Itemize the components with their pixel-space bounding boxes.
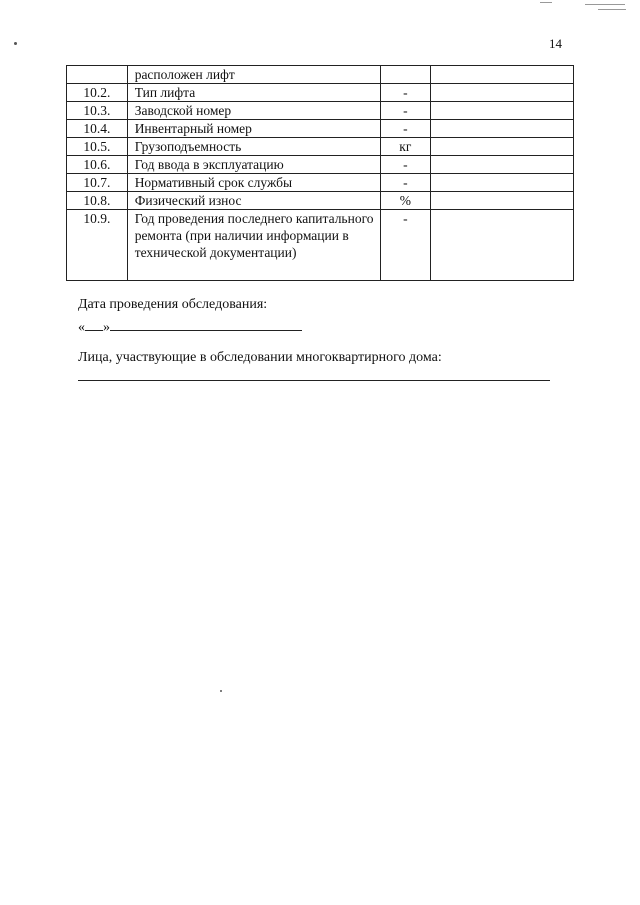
row-unit [381, 66, 431, 84]
table-row [67, 138, 574, 156]
row-value [430, 102, 573, 120]
row-unit: - [381, 84, 431, 102]
row-number: 10.6. [67, 156, 128, 174]
row-unit: - [381, 120, 431, 138]
row-number: 10.7. [67, 174, 128, 192]
row-unit: % [381, 192, 431, 210]
survey-date-label: Дата проведения обследования: [78, 297, 268, 312]
row-value [430, 156, 573, 174]
row-parameter: Тип лифта [127, 84, 380, 102]
date-close-quote: » [103, 320, 110, 335]
page-number: 14 [549, 36, 562, 51]
table-row [67, 66, 574, 84]
row-parameter: расположен лифт [127, 66, 380, 84]
table-row [67, 120, 574, 138]
row-number [67, 66, 128, 84]
scan-mark [540, 2, 552, 3]
row-value [430, 138, 573, 156]
scan-mark [585, 4, 625, 5]
row-parameter: Год проведения последнего капитального ремонта (при наличии информации в технической документации) [127, 210, 380, 281]
row-parameter: Год ввода в эксплуатацию [127, 156, 380, 174]
row-number: 10.2. [67, 84, 128, 102]
table-row [67, 192, 574, 210]
row-value [430, 192, 573, 210]
row-value [430, 120, 573, 138]
survey-date-field [78, 318, 302, 336]
table-body [67, 66, 574, 281]
row-unit: - [381, 210, 431, 281]
date-open-quote: « [78, 320, 85, 335]
table-row [67, 102, 574, 120]
row-number: 10.3. [67, 102, 128, 120]
table-row [67, 174, 574, 192]
date-day-blank [85, 318, 103, 331]
participants-blank-line [78, 380, 550, 381]
table-row [67, 210, 574, 281]
row-parameter: Нормативный срок службы [127, 174, 380, 192]
row-unit: - [381, 102, 431, 120]
row-parameter: Грузоподъемность [127, 138, 380, 156]
row-parameter: Физический износ [127, 192, 380, 210]
scan-mark [598, 9, 626, 10]
participants-label: Лица, участвующие в обследовании многоквартирного дома: [78, 350, 442, 365]
row-unit: кг [381, 138, 431, 156]
row-value [430, 66, 573, 84]
row-number: 10.9. [67, 210, 128, 281]
row-value [430, 84, 573, 102]
table-row [67, 156, 574, 174]
elevator-info-table [66, 65, 574, 281]
row-unit: - [381, 174, 431, 192]
date-month-year-blank [110, 318, 302, 331]
scan-speck [14, 42, 17, 45]
row-number: 10.8. [67, 192, 128, 210]
row-number: 10.4. [67, 120, 128, 138]
row-unit: - [381, 156, 431, 174]
row-value [430, 210, 573, 281]
table-row [67, 84, 574, 102]
row-parameter: Заводской номер [127, 102, 380, 120]
row-value [430, 174, 573, 192]
row-number: 10.5. [67, 138, 128, 156]
row-parameter: Инвентарный номер [127, 120, 380, 138]
scan-speck [220, 690, 222, 692]
